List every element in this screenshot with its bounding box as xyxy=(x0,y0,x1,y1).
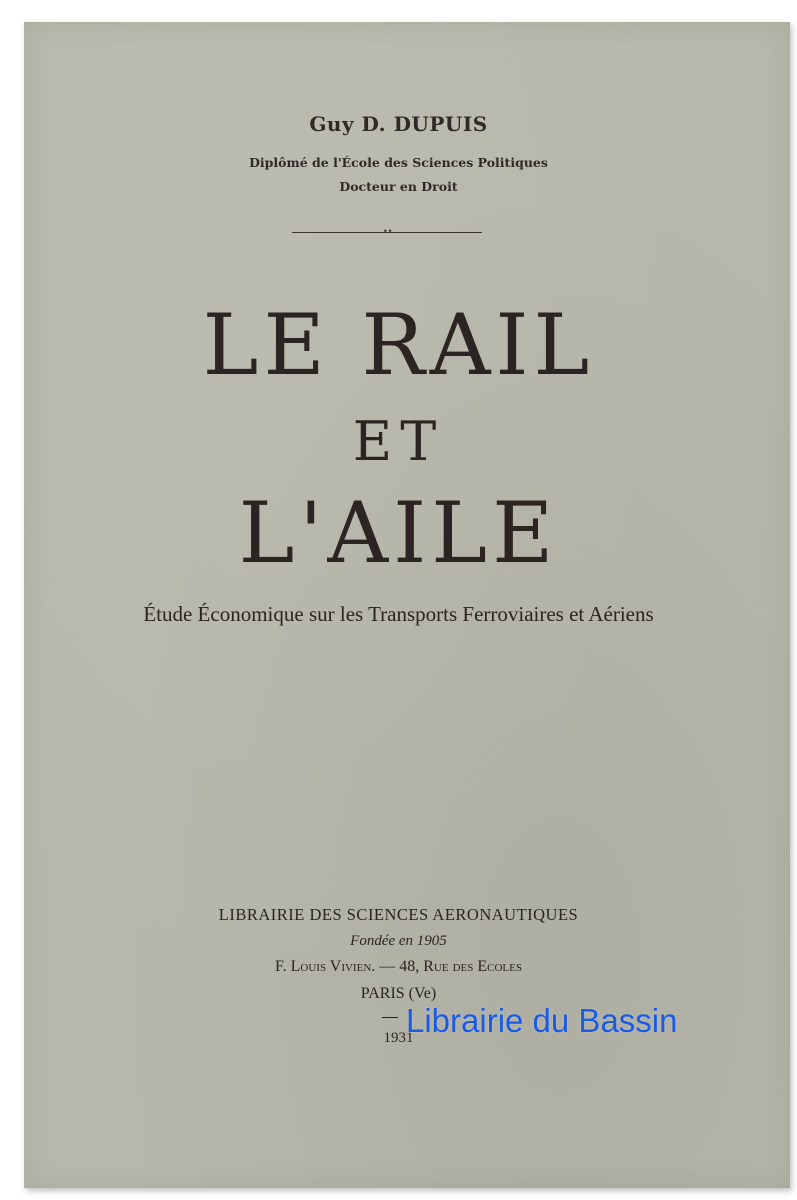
author-credential-doctorate: Docteur en Droit xyxy=(339,179,458,194)
publisher-founded: Fondée en 1905 xyxy=(350,933,447,949)
author-name: Guy D. DUPUIS xyxy=(309,112,488,136)
watermark-text: Librairie du Bassin xyxy=(406,1002,678,1039)
publisher-city: PARIS (Ve) xyxy=(360,985,437,1002)
publication-year: 1931 xyxy=(383,1030,414,1046)
rule-ornament: •• xyxy=(383,227,393,236)
publisher-name: LIBRAIRIE DES SCIENCES AERONAUTIQUES xyxy=(218,905,579,924)
title-line-1: LE RAIL xyxy=(202,296,595,394)
title-line-3: L'AILE xyxy=(238,484,559,582)
author-credential-diploma: Diplômé de l'École des Sciences Politiques xyxy=(249,155,548,170)
year-dash xyxy=(382,1017,398,1018)
subtitle: Étude Économique sur les Transports Ferroviaires et Aériens xyxy=(143,602,654,626)
publisher-address: F. Louis Vivien. — 48, Rue des Ecoles xyxy=(275,958,522,975)
title-line-2: ET xyxy=(352,410,445,473)
